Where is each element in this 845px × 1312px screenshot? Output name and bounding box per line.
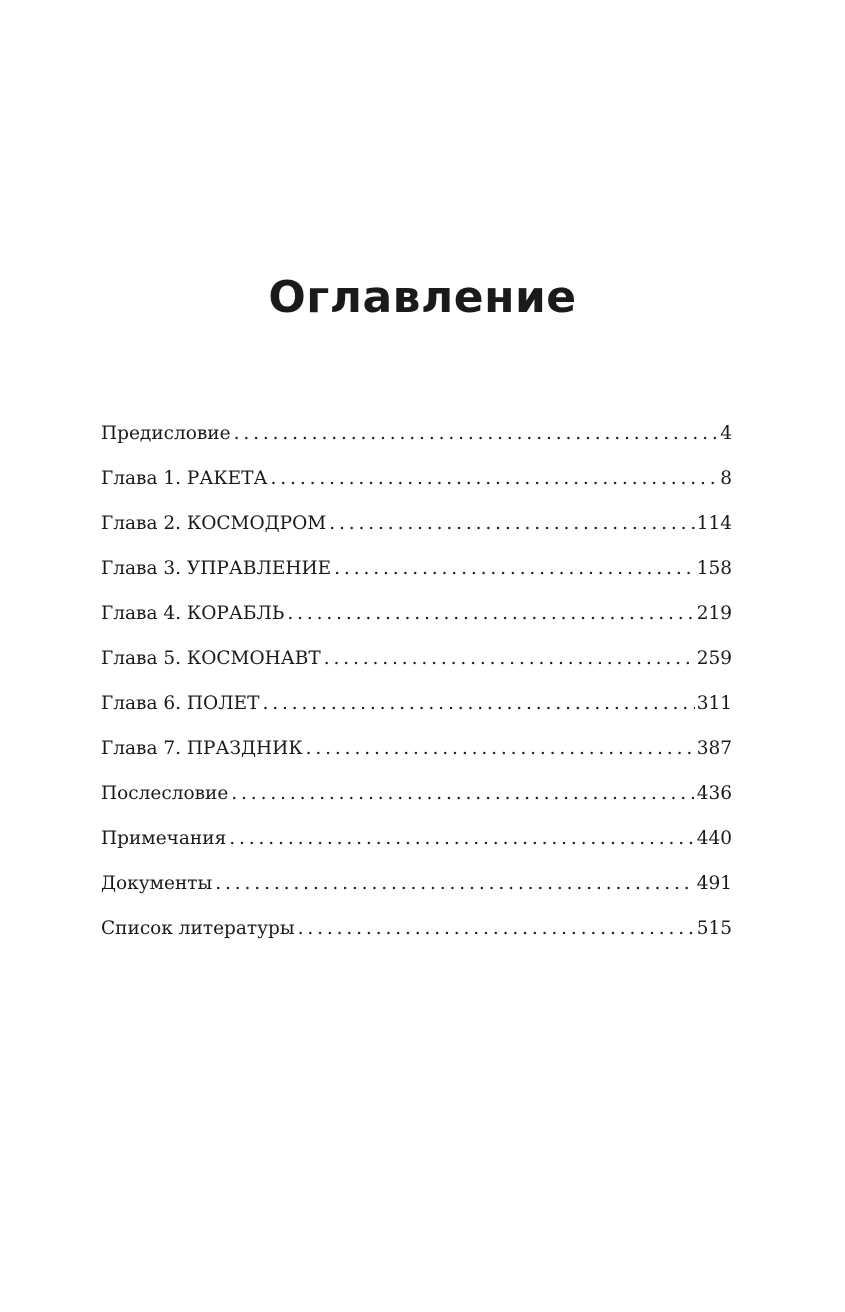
toc-entry-chapter-2	[101, 508, 732, 553]
toc-entry-chapter-4	[101, 598, 732, 643]
toc-entry-chapter-7	[101, 733, 732, 778]
toc-entry-page-number: 114	[696, 513, 732, 534]
toc-entry-label: Глава 5. КОСМОНАВТ	[101, 648, 321, 669]
toc-entry-label: Глава 1. РАКЕТА	[101, 468, 268, 489]
toc-entry-label: Глава 7. ПРАЗДНИК	[101, 738, 303, 759]
toc-entry-page-number: 4	[720, 423, 732, 444]
dot-leader	[231, 778, 694, 810]
toc-entry-chapter-1	[101, 463, 732, 508]
page-title: Оглавление	[268, 272, 577, 323]
toc-entry-label: Примечания	[101, 828, 227, 849]
dot-leader	[334, 553, 695, 585]
toc-entry-chapter-6	[101, 688, 732, 733]
dot-leader	[215, 868, 694, 900]
toc-entry-label: Послесловие	[101, 783, 229, 804]
dot-leader	[329, 508, 694, 540]
dot-leader	[262, 688, 694, 720]
toc-entry-label: Список литературы	[101, 918, 295, 939]
table-of-contents	[101, 418, 732, 958]
toc-entry-page-number: 515	[696, 918, 732, 939]
toc-entry-page-number: 259	[696, 648, 732, 669]
dot-leader	[234, 418, 719, 450]
toc-entry-label: Глава 2. КОСМОДРОМ	[101, 513, 327, 534]
toc-entry-page-number: 440	[696, 828, 732, 849]
toc-entry-chapter-5	[101, 643, 732, 688]
dot-leader	[306, 733, 695, 765]
toc-entry-label: Предисловие	[101, 423, 231, 444]
dot-leader	[298, 913, 695, 945]
toc-entry-label: Документы	[101, 873, 213, 894]
dot-leader	[229, 823, 694, 855]
toc-entry-page-number: 387	[696, 738, 732, 759]
toc-entry-page-number: 219	[696, 603, 732, 624]
toc-entry-page-number: 491	[696, 873, 732, 894]
toc-entry-label: Глава 6. ПОЛЕТ	[101, 693, 260, 714]
toc-entry-page-number: 8	[720, 468, 732, 489]
toc-entry-page-number: 311	[696, 693, 732, 714]
dot-leader	[271, 463, 719, 495]
toc-entry-label: Глава 4. КОРАБЛЬ	[101, 603, 285, 624]
dot-leader	[324, 643, 695, 675]
toc-entry-notes	[101, 823, 732, 868]
toc-entry-bibliography	[101, 913, 732, 958]
toc-entry-preface	[101, 418, 732, 463]
toc-entry-chapter-3	[101, 553, 732, 598]
toc-entry-afterword	[101, 778, 732, 823]
toc-entry-label: Глава 3. УПРАВЛЕНИЕ	[101, 558, 332, 579]
toc-entry-page-number: 436	[696, 783, 732, 804]
toc-entry-page-number: 158	[696, 558, 732, 579]
toc-entry-documents	[101, 868, 732, 913]
dot-leader	[287, 598, 694, 630]
